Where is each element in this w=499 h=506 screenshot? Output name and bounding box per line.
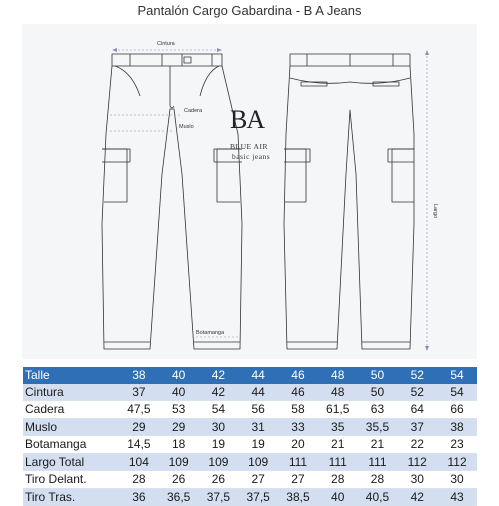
length-arrow-bottom (425, 346, 429, 351)
front-left-pocket (115, 66, 140, 96)
front-right-pocket (200, 66, 219, 96)
length-label: Largo (432, 204, 438, 219)
measure-cell: 58 (278, 401, 318, 419)
measure-cell: 27 (238, 471, 278, 489)
measure-cell: 111 (358, 453, 398, 471)
hem-label: Botamanga (196, 330, 225, 336)
measure-cell: 40,5 (358, 488, 398, 506)
measure-cell: 64 (397, 401, 437, 419)
size-cell: 46 (278, 367, 318, 384)
table-row (23, 401, 477, 419)
measure-cell: 35 (318, 418, 358, 436)
measure-cell: 112 (397, 453, 437, 471)
measure-cell: 31 (238, 418, 278, 436)
size-cell: 52 (397, 367, 437, 384)
measure-cell: 23 (437, 436, 477, 454)
measure-cell: 38,5 (278, 488, 318, 506)
measure-cell: 36 (119, 488, 159, 506)
row-label: Muslo (23, 418, 119, 436)
logo-line1: BLUE AIR (230, 142, 268, 151)
measure-cell: 30 (397, 471, 437, 489)
measure-cell: 28 (318, 471, 358, 489)
brand-logo (230, 105, 270, 161)
front-outline (102, 66, 242, 349)
measure-cell: 40 (318, 488, 358, 506)
measure-cell: 35,5 (358, 418, 398, 436)
size-cell: 48 (318, 367, 358, 384)
measure-cell: 19 (238, 436, 278, 454)
size-header-row (23, 367, 477, 384)
measure-cell: 26 (199, 471, 239, 489)
measure-cell: 54 (199, 401, 239, 419)
measure-cell: 14,5 (119, 436, 159, 454)
row-label: Tiro Tras. (23, 488, 119, 506)
row-label: Botamanga (23, 436, 119, 454)
table-row (23, 418, 477, 436)
measure-cell: 40 (159, 384, 199, 401)
logo-mark: BA (230, 105, 265, 134)
measure-cell: 28 (119, 471, 159, 489)
measure-cell: 19 (199, 436, 239, 454)
measure-cell: 48 (318, 384, 358, 401)
measure-cell: 104 (119, 453, 159, 471)
measure-cell: 43 (437, 488, 477, 506)
front-waistband (112, 54, 222, 66)
pants-drawing-svg (22, 24, 477, 359)
measure-cell: 54 (437, 384, 477, 401)
measure-cell: 52 (397, 384, 437, 401)
measure-cell: 109 (159, 453, 199, 471)
front-left-cargo-flap (102, 149, 130, 162)
measure-cell: 37,5 (199, 488, 239, 506)
measure-cell: 27 (278, 471, 318, 489)
size-table-body (23, 367, 477, 506)
row-label: Largo Total (23, 453, 119, 471)
back-outline (284, 66, 414, 349)
measure-cell: 44 (238, 384, 278, 401)
front-left-cargo-pocket (102, 149, 127, 202)
hip-label: Cadera (184, 108, 203, 114)
size-cell: 54 (437, 367, 477, 384)
measure-cell: 30 (199, 418, 239, 436)
measure-cell: 20 (278, 436, 318, 454)
table-row (23, 471, 477, 489)
measure-cell: 47,5 (119, 401, 159, 419)
measure-cell: 50 (358, 384, 398, 401)
measure-cell: 46 (278, 384, 318, 401)
measure-cell: 111 (318, 453, 358, 471)
table-row (23, 436, 477, 454)
back-yoke (290, 78, 410, 83)
measure-cell: 37,5 (238, 488, 278, 506)
measure-cell: 56 (238, 401, 278, 419)
waist-arrow-right (217, 48, 222, 52)
front-view (102, 54, 242, 349)
back-view (284, 54, 414, 349)
measure-cell: 109 (199, 453, 239, 471)
back-left-cargo-pocket (284, 149, 306, 202)
measure-cell: 33 (278, 418, 318, 436)
thigh-label: Muslo (179, 124, 194, 130)
measure-cell: 42 (397, 488, 437, 506)
waist-arrow-left (112, 48, 117, 52)
size-cell: 44 (238, 367, 278, 384)
measure-cell: 37 (397, 418, 437, 436)
table-row (23, 488, 477, 506)
logo-line2: basic jeans (232, 152, 271, 161)
size-cell: 42 (199, 367, 239, 384)
measure-cell: 37 (119, 384, 159, 401)
size-table (23, 367, 477, 506)
measure-cell: 63 (358, 401, 398, 419)
measure-cell: 21 (318, 436, 358, 454)
technical-drawing (22, 24, 477, 359)
page-title: Pantalón Cargo Gabardina - B A Jeans (137, 3, 362, 18)
front-fly (170, 66, 174, 108)
size-cell: 50 (358, 367, 398, 384)
measure-cell: 29 (119, 418, 159, 436)
row-label: Cintura (23, 384, 119, 401)
measure-cell: 18 (159, 436, 199, 454)
measure-cell: 61,5 (318, 401, 358, 419)
length-arrow-top (425, 50, 429, 55)
header-label: Talle (23, 367, 119, 384)
measure-cell: 109 (238, 453, 278, 471)
row-label: Cadera (23, 401, 119, 419)
measure-cell: 36,5 (159, 488, 199, 506)
row-label: Tiro Delant. (23, 471, 119, 489)
measure-cell: 66 (437, 401, 477, 419)
size-cell: 38 (119, 367, 159, 384)
waist-label: Cintura (157, 41, 175, 47)
measure-cell: 38 (437, 418, 477, 436)
measure-cell: 26 (159, 471, 199, 489)
measure-cell: 28 (358, 471, 398, 489)
measure-cell: 112 (437, 453, 477, 471)
measure-cell: 111 (278, 453, 318, 471)
front-button (184, 57, 191, 63)
measure-cell: 42 (199, 384, 239, 401)
table-row (23, 384, 477, 401)
measure-cell: 21 (358, 436, 398, 454)
measure-cell: 22 (397, 436, 437, 454)
size-cell: 40 (159, 367, 199, 384)
measure-cell: 29 (159, 418, 199, 436)
measure-cell: 53 (159, 401, 199, 419)
table-row (23, 453, 477, 471)
measure-cell: 30 (437, 471, 477, 489)
back-right-cargo-pocket (392, 149, 414, 202)
